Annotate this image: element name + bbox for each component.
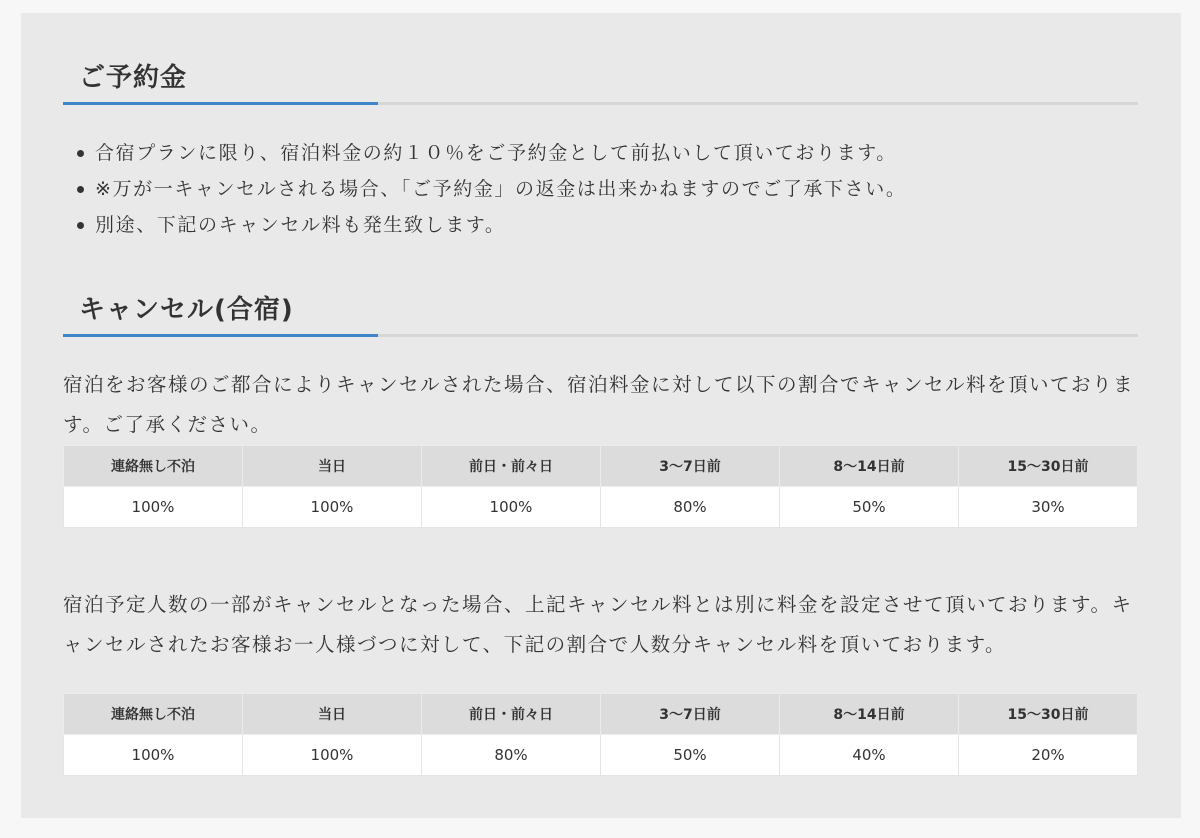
table-cell: 50% — [601, 735, 780, 776]
table-cell: 100% — [243, 735, 422, 776]
bullet-icon — [77, 222, 84, 229]
table-row — [64, 487, 1138, 528]
partial-cancellation-description: 宿泊予定人数の一部がキャンセルとなった場合、上記キャンセル料とは別に料金を設定させて頂いております。キャンセルされたお客様お一人様づつに対して、下記の割合で人数分キャンセル料を頂いております。 — [63, 593, 1133, 656]
heading-accent-underline — [63, 102, 378, 105]
list-item-text: ※万が一キャンセルされる場合、「ご予約金」の返金は出来かねますのでご了承下さい。 — [95, 178, 907, 200]
list-item — [75, 135, 906, 171]
table-cell: 30% — [959, 487, 1138, 528]
table-header-cell: 当日 — [243, 694, 422, 735]
table-cell: 20% — [959, 735, 1138, 776]
table-header-cell: 8〜14日前 — [780, 694, 959, 735]
heading-accent-underline — [63, 334, 378, 337]
table-header-cell: 前日・前々日 — [422, 694, 601, 735]
table-cell: 40% — [780, 735, 959, 776]
table-cell: 50% — [780, 487, 959, 528]
table-header-cell: 連絡無し不泊 — [64, 446, 243, 487]
table-header-cell: 15〜30日前 — [959, 694, 1138, 735]
bullet-icon — [77, 186, 84, 193]
list-item — [75, 207, 906, 243]
bullet-icon — [77, 150, 84, 157]
partial-cancellation-fee-table — [63, 693, 1138, 776]
table-header-row — [64, 446, 1138, 487]
section-heading-reservation-fee — [63, 61, 1138, 105]
table-row — [64, 735, 1138, 776]
content-panel — [21, 13, 1181, 818]
cancellation-description: 宿泊をお客様のご都合によりキャンセルされた場合、宿泊料金に対して以下の割合でキャンセル料を頂いております。ご了承ください。 — [63, 373, 1135, 436]
table-header-row — [64, 694, 1138, 735]
table-cell: 80% — [422, 735, 601, 776]
table-cell: 100% — [422, 487, 601, 528]
table-cell: 100% — [64, 735, 243, 776]
table-cell: 100% — [64, 487, 243, 528]
table-header-cell: 3〜7日前 — [601, 446, 780, 487]
list-item-text: 別途、下記のキャンセル料も発生致します。 — [95, 214, 506, 236]
table-cell: 100% — [243, 487, 422, 528]
cancellation-fee-table — [63, 445, 1138, 528]
section-title: キャンセル(合宿) — [79, 295, 294, 325]
table-header-cell: 15〜30日前 — [959, 446, 1138, 487]
table-header-cell: 連絡無し不泊 — [64, 694, 243, 735]
list-item — [75, 171, 906, 207]
reservation-bullet-list — [75, 135, 906, 243]
table-header-cell: 前日・前々日 — [422, 446, 601, 487]
table-header-cell: 3〜7日前 — [601, 694, 780, 735]
table-header-cell: 8〜14日前 — [780, 446, 959, 487]
section-heading-cancellation — [63, 293, 1138, 337]
table-header-cell: 当日 — [243, 446, 422, 487]
section-title: ご予約金 — [79, 63, 188, 93]
list-item-text: 合宿プランに限り、宿泊料金の約１０％をご予約金として前払いして頂いております。 — [95, 142, 897, 164]
table-cell: 80% — [601, 487, 780, 528]
